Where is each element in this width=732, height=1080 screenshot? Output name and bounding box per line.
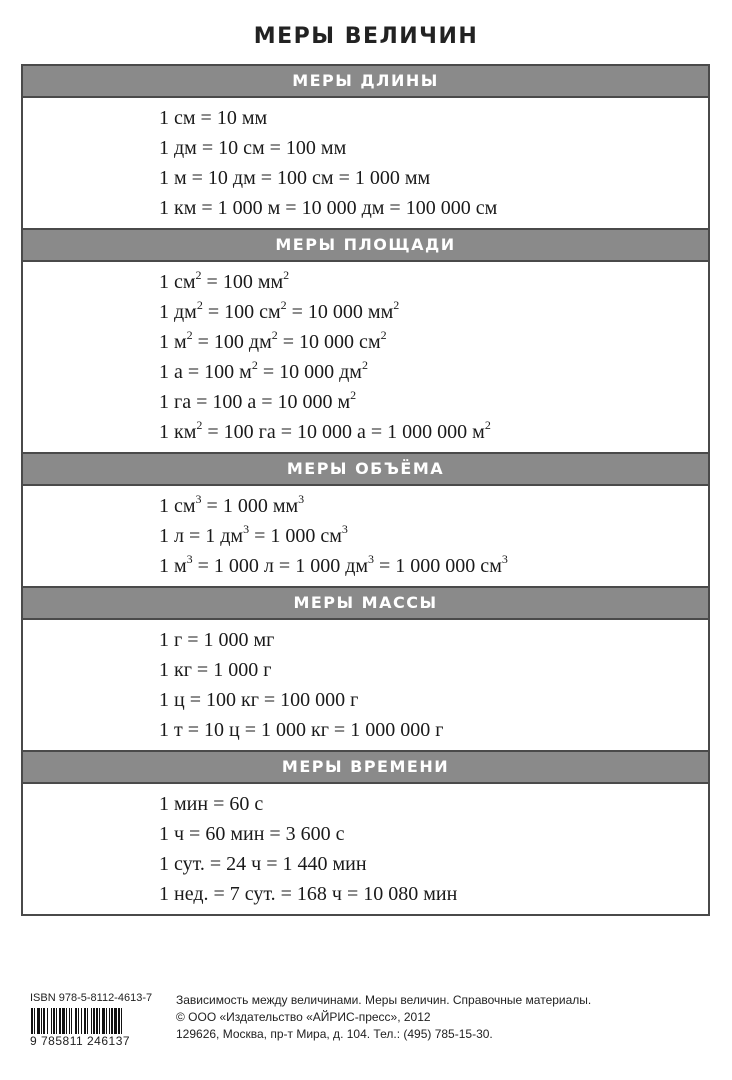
section — [21, 64, 710, 228]
unit-exponent: 2 — [280, 298, 287, 312]
formula-text: = 10 000 дм — [257, 361, 362, 383]
section-body — [23, 262, 708, 452]
formula-text: 1 дм — [159, 301, 197, 323]
formula-text: = 10 000 см — [277, 331, 381, 353]
barcode-bar — [59, 1008, 61, 1034]
formula-row — [159, 685, 708, 715]
section-header: МЕРЫ ВРЕМЕНИ — [23, 752, 708, 784]
section — [21, 750, 710, 916]
formula-text: 1 а = 100 м — [159, 361, 252, 383]
formula-text: 1 л = 1 дм — [159, 525, 244, 547]
unit-exponent: 2 — [361, 358, 368, 372]
isbn: ISBN 978-5-8112-4613-7 — [30, 992, 153, 1004]
formula-text: = 100 см — [202, 301, 281, 323]
formula-text: 1 г = 1 000 мг — [159, 629, 275, 651]
section-header: МЕРЫ ДЛИНЫ — [23, 66, 708, 98]
section-body — [23, 784, 708, 914]
footer-line-description: Зависимость между величинами. Меры величин. Справочные материалы. — [176, 993, 592, 1007]
barcode-bar — [121, 1008, 122, 1034]
formula-text: 1 см = 10 мм — [159, 107, 268, 129]
unit-exponent: 2 — [393, 298, 400, 312]
formula-row — [159, 387, 708, 417]
barcode-bar — [62, 1008, 65, 1034]
section — [21, 228, 710, 452]
publisher-info — [176, 992, 591, 1043]
formula-row — [159, 297, 708, 327]
barcode-bar — [53, 1008, 55, 1034]
formula-row — [159, 819, 708, 849]
barcode-bar — [93, 1008, 95, 1034]
measures-table — [21, 64, 710, 916]
formula-text: = 1 000 см — [249, 525, 342, 547]
unit-exponent: 2 — [283, 268, 290, 282]
formula-text: 1 м = 10 дм = 100 см = 1 000 мм — [159, 167, 431, 189]
formula-text: 1 т = 10 ц = 1 000 кг = 1 000 000 г — [159, 719, 444, 741]
section — [21, 452, 710, 586]
section-header: МЕРЫ МАССЫ — [23, 588, 708, 620]
formula-text: 1 км — [159, 421, 197, 443]
formula-row — [159, 133, 708, 163]
barcode-bar — [99, 1008, 100, 1034]
section-header: МЕРЫ ОБЪЁМА — [23, 454, 708, 486]
formula-row — [159, 521, 708, 551]
barcode-bar — [78, 1008, 79, 1034]
unit-exponent: 3 — [341, 522, 348, 536]
barcode-bar — [47, 1008, 48, 1034]
barcode-digits: 9 785811 246137 — [30, 1034, 131, 1048]
section-body — [23, 620, 708, 750]
formula-text: = 1 000 мм — [201, 495, 299, 517]
barcode-bar — [56, 1008, 57, 1034]
section — [21, 586, 710, 750]
section-body — [23, 98, 708, 228]
unit-exponent: 2 — [196, 298, 203, 312]
formula-text: 1 см — [159, 495, 196, 517]
formula-text: 1 м — [159, 331, 187, 353]
formula-row — [159, 327, 708, 357]
formula-text: = 1 000 000 см — [374, 555, 502, 577]
formula-row — [159, 655, 708, 685]
barcode-bar — [84, 1008, 86, 1034]
footer-line-address: 129626, Москва, пр-т Мира, д. 104. Тел.: (495) 785-15-30. — [176, 1027, 493, 1041]
barcode-bar — [114, 1008, 117, 1034]
unit-exponent: 2 — [196, 418, 203, 432]
formula-row — [159, 879, 708, 909]
barcode-bar — [102, 1008, 105, 1034]
formula-text: = 100 дм — [192, 331, 272, 353]
barcode-bar — [71, 1008, 72, 1034]
formula-row — [159, 491, 708, 521]
formula-text: 1 см — [159, 271, 196, 293]
formula-row — [159, 551, 708, 581]
footer-line-copyright: © ООО «Издательство «АЙРИС-пресс», 2012 — [176, 1010, 431, 1024]
formula-text: 1 мин = 60 с — [159, 793, 264, 815]
formula-text: 1 км = 1 000 м = 10 000 дм = 100 000 см — [159, 197, 498, 219]
barcode-bar — [66, 1008, 67, 1034]
formula-text: = 1 000 л = 1 000 дм — [192, 555, 369, 577]
barcode-bar — [34, 1008, 35, 1034]
unit-exponent: 2 — [251, 358, 258, 372]
barcode-bar — [96, 1008, 98, 1034]
unit-exponent: 3 — [298, 492, 305, 506]
unit-exponent: 3 — [195, 492, 202, 506]
formula-text: 1 м — [159, 555, 187, 577]
barcode-bar — [31, 1008, 33, 1034]
unit-exponent: 3 — [501, 552, 508, 566]
page-title: МЕРЫ ВЕЛИЧИН — [253, 24, 479, 49]
section-header: МЕРЫ ПЛОЩАДИ — [23, 230, 708, 262]
barcode-bar — [51, 1008, 52, 1034]
unit-exponent: 2 — [195, 268, 202, 282]
formula-row — [159, 357, 708, 387]
formula-row — [159, 625, 708, 655]
barcode-bar — [118, 1008, 120, 1034]
barcode-bar — [43, 1008, 45, 1034]
formula-row — [159, 849, 708, 879]
formula-row — [159, 163, 708, 193]
unit-exponent: 3 — [368, 552, 375, 566]
formula-text: 1 кг = 1 000 г — [159, 659, 272, 681]
section-body — [23, 486, 708, 586]
formula-text: = 100 мм — [201, 271, 284, 293]
formula-text: = 100 га = 10 000 а = 1 000 000 м — [202, 421, 485, 443]
formula-text: 1 ч = 60 мин = 3 600 с — [159, 823, 345, 845]
barcode-bar — [109, 1008, 110, 1034]
unit-exponent: 2 — [350, 388, 357, 402]
barcode-bar — [75, 1008, 77, 1034]
barcode-image — [30, 1008, 170, 1034]
barcode-bar — [81, 1008, 82, 1034]
barcode-bar — [37, 1008, 40, 1034]
unit-exponent: 2 — [484, 418, 491, 432]
formula-text: 1 сут. = 24 ч = 1 440 мин — [159, 853, 367, 875]
formula-row — [159, 103, 708, 133]
barcode-bar — [87, 1008, 88, 1034]
formula-text: 1 га = 100 а = 10 000 м — [159, 391, 351, 413]
formula-row — [159, 789, 708, 819]
unit-exponent: 3 — [186, 552, 193, 566]
unit-exponent: 2 — [186, 328, 193, 342]
formula-row — [159, 417, 708, 447]
formula-row — [159, 715, 708, 745]
barcode-bar — [106, 1008, 107, 1034]
formula-text: 1 ц = 100 кг = 100 000 г — [159, 689, 359, 711]
formula-row — [159, 193, 708, 223]
unit-exponent: 2 — [271, 328, 278, 342]
formula-text: = 10 000 мм — [286, 301, 394, 323]
barcode-bar — [91, 1008, 92, 1034]
formula-row — [159, 267, 708, 297]
footer — [30, 990, 710, 1060]
unit-exponent: 3 — [243, 522, 250, 536]
barcode-bar — [41, 1008, 42, 1034]
formula-text: 1 нед. = 7 сут. = 168 ч = 10 080 мин — [159, 883, 458, 905]
barcode-bar — [111, 1008, 113, 1034]
unit-exponent: 2 — [380, 328, 387, 342]
formula-text: 1 дм = 10 см = 100 мм — [159, 137, 347, 159]
barcode-bar — [69, 1008, 70, 1034]
